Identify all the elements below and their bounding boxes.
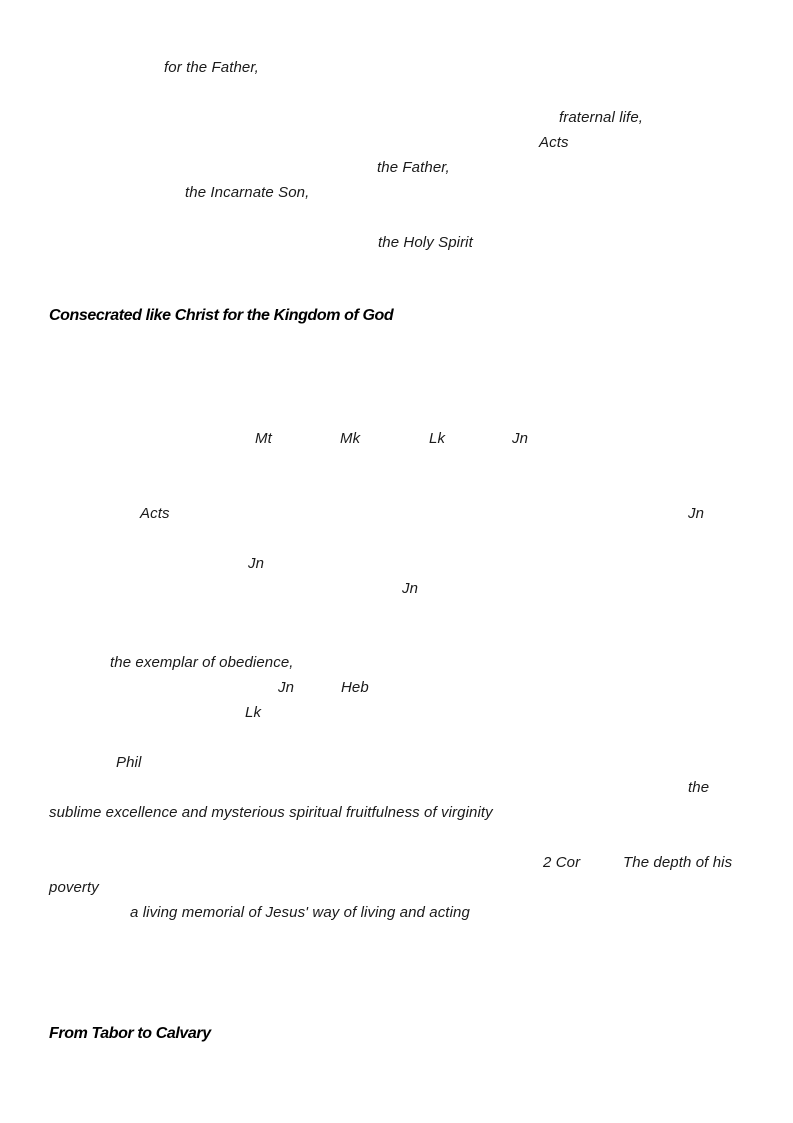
- scripture-ref: Jn: [402, 580, 419, 597]
- scripture-ref: Jn: [248, 555, 265, 572]
- scripture-ref: Lk: [429, 430, 446, 447]
- scripture-ref: Mt: [255, 430, 272, 447]
- scripture-ref: Acts: [539, 134, 569, 151]
- italic-fragment: The depth of his: [623, 854, 733, 871]
- scripture-ref: Jn: [512, 430, 529, 447]
- section-heading: From Tabor to Calvary: [49, 1025, 211, 1042]
- scripture-ref: Acts: [140, 505, 170, 522]
- italic-fragment: the exemplar of obedience,: [110, 654, 294, 671]
- italic-fragment: the Holy Spirit: [378, 234, 473, 251]
- scripture-ref: Jn: [278, 679, 295, 696]
- scripture-ref: Lk: [245, 704, 262, 721]
- scripture-ref: Phil: [116, 754, 142, 771]
- scripture-ref: Mk: [340, 430, 361, 447]
- section-heading: Consecrated like Christ for the Kingdom of God: [49, 307, 394, 324]
- scripture-ref: Jn: [688, 505, 705, 522]
- italic-fragment: poverty: [49, 879, 99, 896]
- italic-fragment: sublime excellence and mysterious spiritual fruitfulness of virginity: [49, 804, 493, 821]
- scripture-ref: Heb: [341, 679, 369, 696]
- italic-fragment: fraternal life,: [559, 109, 644, 126]
- italic-fragment: for the Father,: [164, 59, 259, 76]
- italic-fragment: the Incarnate Son,: [185, 184, 310, 201]
- scripture-ref: 2 Cor: [543, 854, 581, 871]
- italic-fragment: the Father,: [377, 159, 450, 176]
- italic-fragment: a living memorial of Jesus' way of living and acting: [130, 904, 470, 921]
- italic-fragment: the: [688, 779, 710, 796]
